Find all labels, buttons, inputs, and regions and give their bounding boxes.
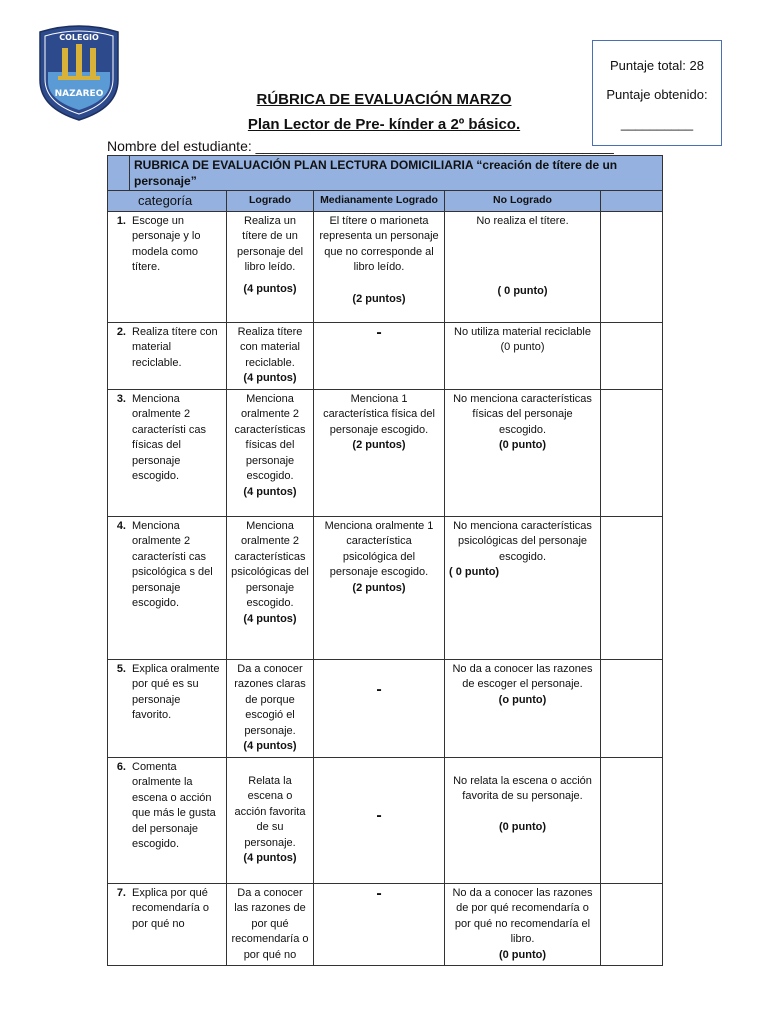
- category-text: Explica por qué recomendaría o por qué no: [132, 886, 210, 930]
- logrado-cell: [227, 659, 314, 757]
- medianamente-points: (2 puntos): [352, 439, 406, 451]
- no-logrado-text: No menciona características psicológicas del personaje escogido.: [453, 519, 592, 563]
- obtained-score-blank: __________: [620, 116, 694, 131]
- col-header-medianamente: Medianamente Logrado: [314, 191, 445, 212]
- logrado-cell: [227, 322, 314, 389]
- total-score: Puntaje total: 28: [610, 58, 704, 73]
- logrado-points: (4 puntos): [243, 740, 297, 752]
- blank-cell: [601, 659, 663, 757]
- row-number: 5.: [116, 662, 126, 675]
- category-cell: [108, 211, 227, 322]
- svg-text:COLEGIO: COLEGIO: [59, 33, 99, 42]
- category-cell: [108, 659, 227, 757]
- medianamente-points: (2 puntos): [352, 292, 406, 305]
- obtained-score-label: Puntaje obtenido:: [606, 87, 708, 102]
- no-logrado-text: No da a conocer las razones de por qué recomendaría o por qué no recomendaría el libro.: [452, 886, 593, 945]
- medianamente-cell: [314, 211, 445, 322]
- row-number: 1.: [116, 214, 126, 227]
- no-logrado-text: No utiliza material reciclable (0 punto): [454, 325, 591, 353]
- logrado-cell: [227, 516, 314, 659]
- col-header-categoria: categoría: [108, 191, 227, 212]
- no-logrado-cell: [445, 322, 601, 389]
- medianamente-text: El títere o marioneta representa un personaje que no corresponde al libro leído.: [319, 214, 439, 273]
- no-logrado-points: ( 0 punto): [449, 566, 500, 578]
- svg-text:NAZAREO: NAZAREO: [54, 89, 104, 99]
- no-logrado-points: (0 punto): [498, 820, 547, 833]
- no-logrado-text: No relata la escena o acción favorita de su personaje.: [453, 774, 592, 802]
- logrado-text: Realiza un títere de un personaje del libro leído.: [236, 214, 304, 273]
- col-header-no-logrado: No Logrado: [445, 191, 601, 212]
- category-cell: [108, 757, 227, 883]
- col-header-logrado: Logrado: [227, 191, 314, 212]
- no-logrado-cell: [445, 659, 601, 757]
- logrado-cell: [227, 757, 314, 883]
- table-row: [108, 322, 663, 389]
- no-logrado-cell: [445, 883, 601, 966]
- no-logrado-points: (0 punto): [498, 439, 547, 451]
- blank-cell: [601, 322, 663, 389]
- medianamente-text: Menciona oralmente 1 característica psicológica del personaje escogido.: [324, 519, 434, 578]
- no-logrado-points: (o punto): [498, 693, 547, 706]
- table-row: [108, 211, 663, 322]
- logrado-points: (4 puntos): [243, 852, 297, 864]
- blank-cell: [601, 883, 663, 966]
- no-logrado-text: No menciona características físicas del personaje escogido.: [453, 392, 592, 436]
- column-header-row: [108, 191, 663, 212]
- no-logrado-cell: [445, 516, 601, 659]
- logrado-text: Da a conocer razones claras de porque escogió el personaje.: [234, 662, 306, 737]
- row-number: 3.: [116, 392, 126, 405]
- logrado-cell: [227, 883, 314, 966]
- no-logrado-text: No realiza el títere.: [476, 214, 569, 227]
- logrado-cell: [227, 211, 314, 322]
- logrado-points: (4 puntos): [243, 372, 297, 384]
- row-number: 6.: [116, 760, 126, 773]
- no-logrado-points: ( 0 punto): [497, 285, 548, 297]
- student-name-line: Nombre del estudiante: ______________________________________________: [107, 138, 614, 154]
- blank-cell: [601, 389, 663, 516]
- category-cell: [108, 883, 227, 966]
- blank-cell: [601, 211, 663, 322]
- medianamente-text: Menciona 1 característica física del personaje escogido.: [323, 392, 435, 436]
- category-text: Menciona oralmente 2 característi cas psicológica s del personaje escogido.: [132, 519, 213, 609]
- category-text: Comenta oralmente la escena o acción que más le gusta del personaje escogido.: [132, 760, 216, 850]
- category-cell: [108, 516, 227, 659]
- blank-cell: [601, 516, 663, 659]
- logrado-text: Realiza títere con material reciclable.: [237, 325, 303, 369]
- blank-cell: [601, 757, 663, 883]
- logrado-text: Menciona oralmente 2 características físicas del personaje escogido.: [234, 392, 306, 482]
- medianamente-cell: -: [314, 757, 445, 883]
- medianamente-cell: -: [314, 883, 445, 966]
- logrado-points: (4 puntos): [243, 612, 297, 625]
- logrado-cell: [227, 389, 314, 516]
- row-number: 2.: [116, 325, 126, 338]
- no-logrado-text: No da a conocer las razones de escoger el personaje.: [452, 662, 593, 690]
- logrado-text: Relata la escena o acción favorita de su personaje.: [234, 774, 306, 849]
- table-row: [108, 389, 663, 516]
- no-logrado-cell: [445, 757, 601, 883]
- logrado-text: Menciona oralmente 2 características psicológicas del personaje escogido.: [231, 519, 309, 609]
- category-text: Escoge un personaje y lo modela como títere.: [132, 214, 201, 273]
- medianamente-cell: -: [314, 659, 445, 757]
- category-cell: [108, 322, 227, 389]
- medianamente-points: (2 puntos): [352, 581, 406, 594]
- logrado-points: (4 puntos): [243, 485, 297, 498]
- medianamente-cell: [314, 389, 445, 516]
- row-number: 4.: [116, 519, 126, 532]
- table-row: [108, 883, 663, 966]
- category-text: Explica oralmente por qué es su personaje favorito.: [132, 662, 220, 721]
- category-text: Realiza títere con material reciclable.: [132, 325, 218, 369]
- category-cell: [108, 389, 227, 516]
- col-header-blank: [601, 191, 663, 212]
- medianamente-cell: [314, 516, 445, 659]
- category-text: Menciona oralmente 2 característi cas físicas del personaje escogido.: [132, 392, 206, 482]
- no-logrado-cell: [445, 389, 601, 516]
- table-row: [108, 757, 663, 883]
- logrado-text: Da a conocer las razones de por qué recomendaría o por qué no: [231, 886, 309, 961]
- document-title: RÚBRICA DE EVALUACIÓN MARZO: [256, 91, 512, 108]
- no-logrado-cell: [445, 211, 601, 322]
- table-row: [108, 516, 663, 659]
- medianamente-cell: -: [314, 322, 445, 389]
- rubric-header-row: [108, 156, 663, 191]
- rubric-table: [107, 155, 663, 966]
- logrado-points: (4 puntos): [243, 282, 297, 295]
- row-number: 7.: [116, 886, 126, 899]
- table-row: [108, 659, 663, 757]
- document-subtitle: Plan Lector de Pre- kínder a 2º básico.: [247, 116, 521, 133]
- rubric-header-title: RUBRICA DE EVALUACIÓN PLAN LECTURA DOMICILIARIA “creación de títere de un personaje”: [130, 156, 663, 191]
- no-logrado-points: (0 punto): [498, 948, 547, 961]
